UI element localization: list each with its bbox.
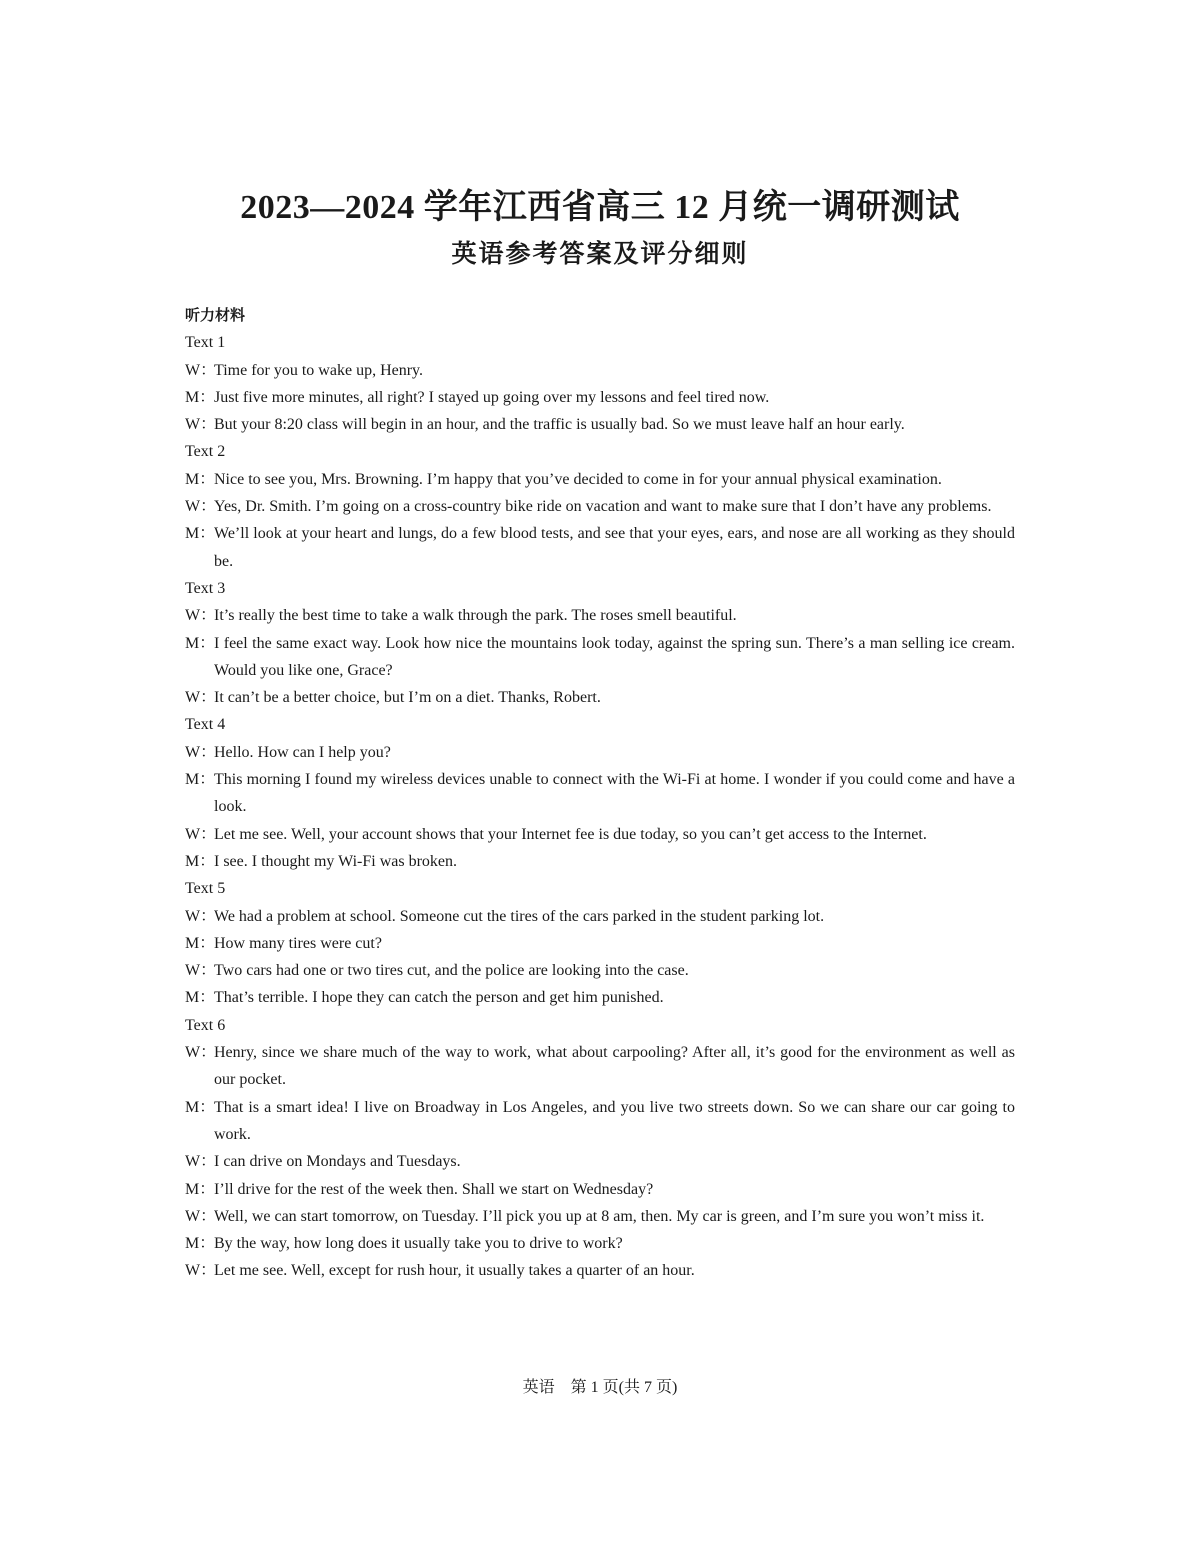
- dialogue-line: [185, 821, 1015, 848]
- dialogue-line: [185, 903, 1015, 930]
- dialogue-block: [185, 575, 1015, 711]
- utterance-text: It’s really the best time to take a walk through the park. The roses smell beautiful.: [214, 607, 737, 625]
- dialogue-line: [185, 1176, 1015, 1203]
- page-footer: 英语 第 1 页(共 7 页): [522, 1379, 678, 1396]
- speaker-label: M：: [185, 470, 216, 488]
- utterance-text: Let me see. Well, your account shows that your Internet fee is due today, so you can’t get access to the Internet.: [214, 825, 927, 843]
- dialogue-block: [185, 329, 1015, 438]
- text-label: Text 6: [185, 1016, 226, 1034]
- utterance-text: By the way, how long does it usually take you to drive to work?: [214, 1235, 623, 1253]
- utterance-text: Time for you to wake up, Henry.: [214, 361, 424, 379]
- utterance-text: Let me see. Well, except for rush hour, it usually takes a quarter of an hour.: [214, 1262, 695, 1280]
- utterance-text: We had a problem at school. Someone cut the tires of the cars parked in the student parking lot.: [214, 907, 825, 925]
- dialogue-line: [185, 1148, 1015, 1175]
- listening-material: [185, 302, 1015, 1285]
- utterance-text: How many tires were cut?: [214, 934, 382, 952]
- utterance-text: I feel the same exact way. Look how nice the mountains look today, against the spring sun. There’s a man selling ice cream. Would you like one, Grace?: [214, 634, 1015, 679]
- text-label: Text 1: [185, 334, 226, 352]
- speaker-label: M：: [185, 989, 216, 1007]
- speaker-label: W：: [185, 361, 217, 379]
- speaker-label: W：: [185, 1044, 217, 1062]
- utterance-text: Yes, Dr. Smith. I’m going on a cross-country bike ride on vacation and want to make sure that I don’t have any problems.: [214, 498, 992, 516]
- utterance-text: I’ll drive for the rest of the week then. Shall we start on Wednesday?: [214, 1180, 654, 1198]
- speaker-label: M：: [185, 1180, 216, 1198]
- utterance-text: That is a smart idea! I live on Broadway in Los Angeles, and you live two streets down. So we can share our car going to work.: [214, 1098, 1015, 1143]
- document-subtitle: 英语参考答案及评分细则: [451, 239, 749, 268]
- utterance-text: But your 8:20 class will begin in an hour, and the traffic is usually bad. So we must leave half an hour early.: [214, 416, 905, 434]
- speaker-label: W：: [185, 1207, 217, 1225]
- speaker-label: W：: [185, 962, 217, 980]
- speaker-label: W：: [185, 416, 217, 434]
- dialogue-block: [185, 1012, 1015, 1285]
- section-heading: 听力材料: [185, 306, 246, 324]
- speaker-label: W：: [185, 743, 217, 761]
- speaker-label: M：: [185, 852, 216, 870]
- speaker-label: W：: [185, 907, 217, 925]
- text-label: Text 5: [185, 880, 226, 898]
- utterance-text: Just five more minutes, all right? I stayed up going over my lessons and feel tired now.: [214, 388, 770, 406]
- speaker-label: M：: [185, 934, 216, 952]
- dialogue-line: [185, 411, 1015, 438]
- speaker-label: W：: [185, 1153, 217, 1171]
- utterance-text: I can drive on Mondays and Tuesdays.: [214, 1153, 461, 1171]
- text-label: Text 3: [185, 579, 226, 597]
- speaker-label: M：: [185, 634, 216, 652]
- text-label: Text 4: [185, 716, 226, 734]
- dialogue-line: [185, 1257, 1015, 1284]
- utterance-text: Hello. How can I help you?: [214, 743, 391, 761]
- speaker-label: W：: [185, 825, 217, 843]
- dialogue-line: [185, 384, 1015, 411]
- utterance-text: This morning I found my wireless devices unable to connect with the Wi-Fi at home. I wonder if you could come and have a look.: [214, 771, 1015, 816]
- dialogue-line: [185, 957, 1015, 984]
- speaker-label: W：: [185, 689, 217, 707]
- dialogue-line: [185, 1203, 1015, 1230]
- dialogue-line: [185, 684, 1015, 711]
- dialogue-line: [185, 848, 1015, 875]
- dialogue-line: [185, 520, 1015, 575]
- utterance-text: Henry, since we share much of the way to work, what about carpooling? After all, it’s good for the environment as well as our pocket.: [214, 1044, 1015, 1089]
- speaker-label: M：: [185, 1235, 216, 1253]
- dialogue-line: [185, 357, 1015, 384]
- dialogue-line: [185, 493, 1015, 520]
- texts-container: [185, 329, 1015, 1284]
- speaker-label: W：: [185, 607, 217, 625]
- dialogue-line: [185, 930, 1015, 957]
- text-label: Text 2: [185, 443, 226, 461]
- dialogue-block: [185, 438, 1015, 574]
- dialogue-block: [185, 711, 1015, 875]
- speaker-label: M：: [185, 771, 216, 789]
- dialogue-block: [185, 875, 1015, 1011]
- utterance-text: Nice to see you, Mrs. Browning. I’m happy that you’ve decided to come in for your annual physical examination.: [214, 470, 942, 488]
- dialogue-line: [185, 602, 1015, 629]
- dialogue-line: [185, 466, 1015, 493]
- speaker-label: M：: [185, 525, 216, 543]
- dialogue-line: [185, 766, 1015, 821]
- dialogue-line: [185, 630, 1015, 685]
- dialogue-line: [185, 1230, 1015, 1257]
- utterance-text: That’s terrible. I hope they can catch the person and get him punished.: [214, 989, 664, 1007]
- utterance-text: We’ll look at your heart and lungs, do a few blood tests, and see that your eyes, ears, and nose are all working as they should be.: [214, 525, 1015, 570]
- utterance-text: Well, we can start tomorrow, on Tuesday. I’ll pick you up at 8 am, then. My car is green, and I’m sure you won’t miss it.: [214, 1207, 985, 1225]
- speaker-label: M：: [185, 388, 216, 406]
- utterance-text: Two cars had one or two tires cut, and the police are looking into the case.: [214, 962, 689, 980]
- utterance-text: I see. I thought my Wi-Fi was broken.: [214, 852, 458, 870]
- dialogue-line: [185, 1039, 1015, 1094]
- dialogue-line: [185, 739, 1015, 766]
- speaker-label: M：: [185, 1098, 216, 1116]
- document-title: 2023—2024 学年江西省高三 12 月统一调研测试: [240, 189, 960, 226]
- dialogue-line: [185, 984, 1015, 1011]
- speaker-label: W：: [185, 1262, 217, 1280]
- utterance-text: It can’t be a better choice, but I’m on a diet. Thanks, Robert.: [214, 689, 601, 707]
- speaker-label: W：: [185, 498, 217, 516]
- dialogue-line: [185, 1094, 1015, 1149]
